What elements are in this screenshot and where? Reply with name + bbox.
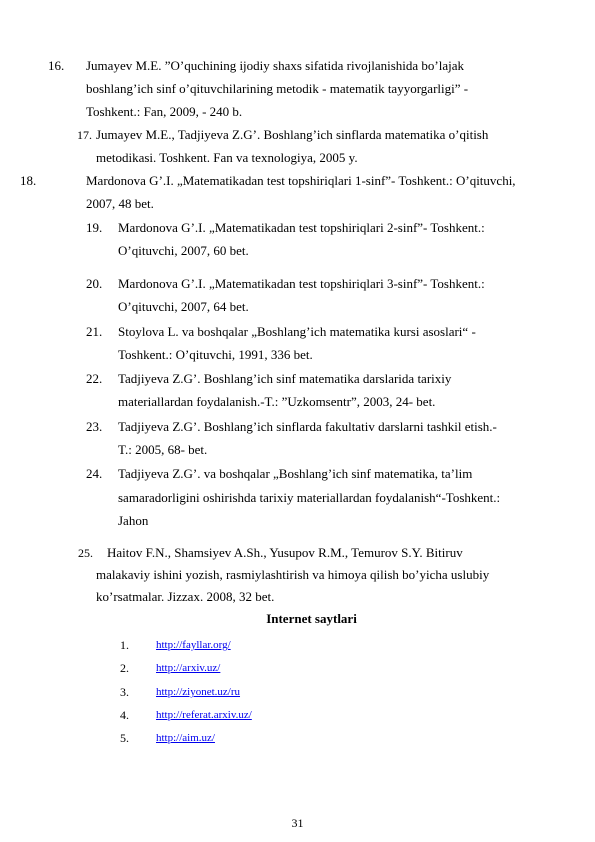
reference-number: 19.: [86, 220, 103, 235]
reference-number: 24.: [86, 466, 103, 481]
reference-number: 16.: [48, 58, 65, 73]
site-number: 2.: [120, 661, 129, 675]
reference-number: 21.: [86, 324, 103, 339]
reference-text-line: materiallardan foydalanish.-T.: ”Uzkomsentr”, 2003, 24- bet.: [118, 394, 436, 409]
reference-text-line: Toshkent.: Fan, 2009, - 240 b.: [86, 104, 243, 119]
reference-text-line: T.: 2005, 68- bet.: [118, 442, 208, 457]
reference-text-line: Mardonova G’.I. „Matematikadan test topshiriqlari 3-sinf”- Toshkent.:: [118, 276, 485, 291]
reference-text-line: metodikasi. Toshkent. Fan va texnologiya, 2005 y.: [96, 150, 358, 165]
reference-text-line: Tadjiyeva Z.G’. Boshlang’ich sinf matematika darslarida tarixiy: [118, 371, 452, 386]
site-link[interactable]: http://aim.uz/: [156, 732, 215, 744]
site-link[interactable]: http://ziyonet.uz/ru: [156, 686, 241, 698]
reference-text-line: Jumayev M.E., Tadjiyeva Z.G’. Boshlang’ich sinflarda matematika o’qitish: [96, 127, 489, 142]
reference-number: 22.: [86, 371, 103, 386]
reference-text-line: Mardonova G’.I. „Matematikadan test topshiriqlari 2-sinf”- Toshkent.:: [118, 220, 485, 235]
reference-text-line: ko’rsatmalar. Jizzax. 2008, 32 bet.: [96, 589, 275, 604]
reference-text-line: boshlang’ich sinf o’qituvchilarining metodik - matematik tayyorgarligi” -: [86, 81, 469, 96]
reference-text-line: Jahon: [118, 513, 149, 528]
reference-text-line: Toshkent.: O’qituvchi, 1991, 336 bet.: [118, 347, 313, 362]
reference-number: 18.: [20, 173, 37, 188]
site-number: 4.: [120, 708, 129, 722]
reference-text-line: Jumayev M.E. ”O’quchining ijodiy shaxs sifatida rivojlanishida bo’lajak: [86, 58, 465, 73]
reference-text-line: 2007, 48 bet.: [86, 196, 154, 211]
reference-text-line: O’qituvchi, 2007, 60 bet.: [118, 243, 249, 258]
site-number: 5.: [120, 731, 129, 745]
page-number: 31: [291, 816, 304, 830]
reference-number: 17.: [77, 128, 92, 142]
site-link[interactable]: http://referat.arxiv.uz/: [156, 709, 252, 721]
reference-text-line: Tadjiyeva Z.G’. va boshqalar „Boshlang’ich sinf matematika, ta’lim: [118, 466, 473, 481]
reference-number: 25.: [78, 546, 93, 560]
site-number: 3.: [120, 685, 129, 699]
internet-sites-heading: Internet saytlari: [266, 611, 357, 626]
reference-text-line: malakaviy ishini yozish, rasmiylashtirish va himoya qilish bo’yicha uslubiy: [96, 567, 490, 582]
reference-text-line: samaradorligini oshirishda tarixiy materiallardan foydalanish“-Toshkent.:: [118, 490, 501, 505]
site-link[interactable]: http://fayllar.org/: [156, 639, 231, 651]
reference-text-line: Stoylova L. va boshqalar „Boshlang’ich matematika kursi asoslari“ -: [118, 324, 476, 339]
reference-number: 20.: [86, 276, 103, 291]
reference-text-line: Haitov F.N., Shamsiyev A.Sh., Yusupov R.M., Temurov S.Y. Bitiruv: [107, 545, 463, 560]
site-link[interactable]: http://arxiv.uz/: [156, 662, 221, 674]
reference-text-line: Mardonova G’.I. „Matematikadan test topshiriqlari 1-sinf”- Toshkent.: O’qituvchi,: [86, 173, 516, 188]
reference-number: 23.: [86, 419, 103, 434]
site-number: 1.: [120, 638, 129, 652]
reference-text-line: O’qituvchi, 2007, 64 bet.: [118, 299, 249, 314]
reference-text-line: Tadjiyeva Z.G’. Boshlang’ich sinflarda fakultativ darslarni tashkil etish.-: [118, 419, 497, 434]
